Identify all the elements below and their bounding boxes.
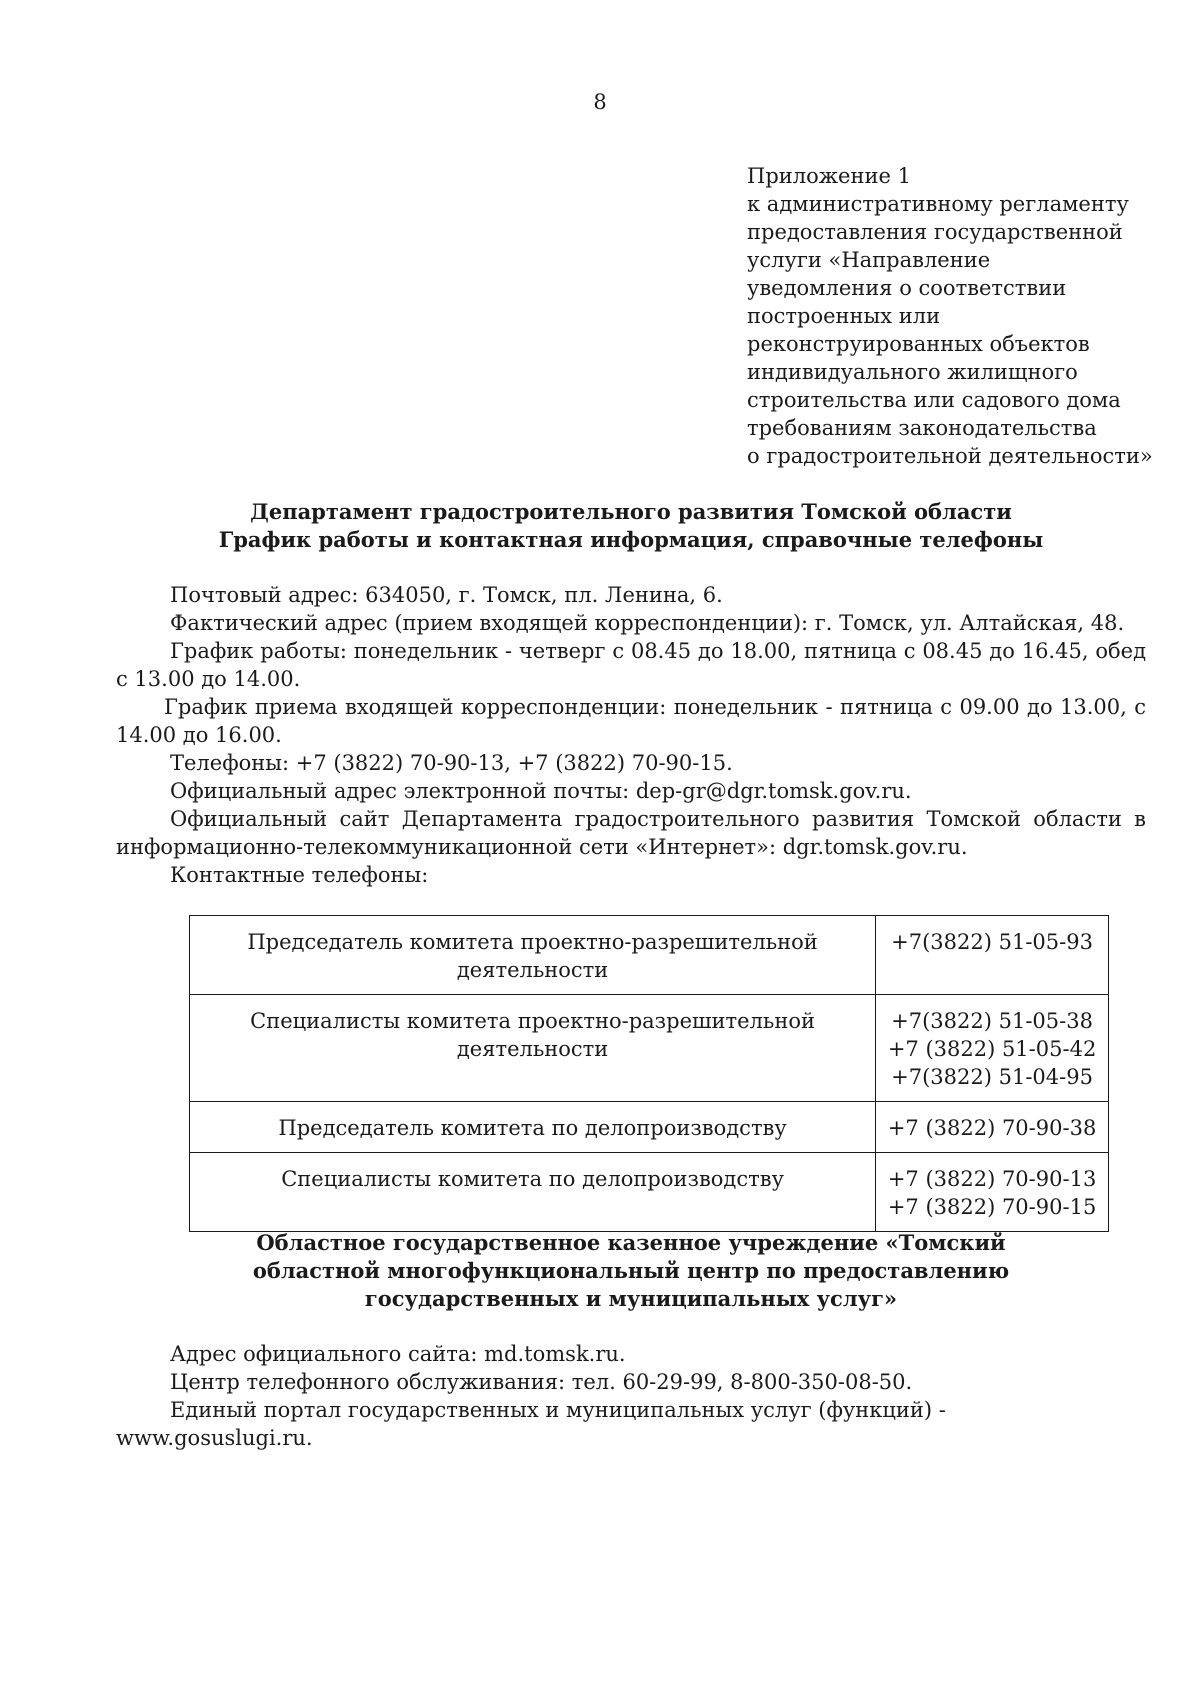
phones-cell: [876, 1102, 1109, 1153]
appendix-line: индивидуального жилищного: [747, 360, 1078, 384]
work-schedule: График работы: понедельник - четверг с 08.45 до 18.00, пятница с 08.45 до 16.45, обед с 13.00 до 14.00.: [116, 639, 1146, 691]
role-cell: Председатель комитета по делопроизводству: [190, 1102, 876, 1153]
correspondence-schedule: График приема входящей корреспонденции: понедельник - пятница с 09.00 до 13.00, с 14.00 до 16.00.: [116, 695, 1146, 747]
appendix-line: предоставления государственной: [747, 220, 1123, 244]
table-row: [190, 916, 1109, 995]
postal-address: Почтовый адрес: 634050, г. Томск, пл. Ленина, 6.: [170, 583, 723, 607]
mfc-heading: [116, 1229, 1146, 1313]
role-cell: Председатель комитета проектно-разрешительной деятельности: [190, 916, 876, 995]
phone-number: +7(3822) 51-04-95: [891, 1065, 1093, 1089]
table-row: [190, 1153, 1109, 1232]
mfc-call-center: Центр телефонного обслуживания: тел. 60-29-99, 8-800-350-08-50.: [170, 1370, 913, 1394]
phone-number: +7 (3822) 70-90-15: [887, 1195, 1097, 1219]
appendix-line: услуги «Направление: [747, 248, 991, 272]
appendix-line: уведомления о соответствии: [747, 276, 1067, 300]
phone-number: +7 (3822) 70-90-13: [887, 1167, 1097, 1191]
website: Официальный сайт Департамента градостроительного развития Томской области в информационно-телекоммуникационной сети «Интернет»: dgr.tomsk.gov.ru.: [116, 807, 1146, 859]
role-cell: Специалисты комитета проектно-разрешительной деятельности: [190, 995, 876, 1102]
phone-number: +7(3822) 51-05-38: [891, 1009, 1093, 1033]
appendix-line: к административному регламенту: [747, 192, 1129, 216]
phones: Телефоны: +7 (3822) 70-90-13, +7 (3822) 70-90-15.: [170, 751, 733, 775]
contacts-table: [189, 915, 1109, 1232]
mfc-title-line: Областное государственное казенное учреждение «Томский: [256, 1230, 1006, 1255]
mfc-title-line: государственных и муниципальных услуг»: [364, 1286, 898, 1311]
appendix-header: [747, 162, 1167, 470]
mfc-title-line: областной многофункциональный центр по предоставлению: [252, 1258, 1010, 1283]
appendix-line: строительства или садового дома: [747, 388, 1121, 412]
role-cell: Специалисты комитета по делопроизводству: [190, 1153, 876, 1232]
department-title: Департамент градостроительного развития Томской области: [250, 499, 1012, 524]
appendix-line: Приложение 1: [747, 164, 911, 188]
phone-number: +7 (3822) 70-90-38: [887, 1116, 1097, 1140]
phones-cell: [876, 995, 1109, 1102]
appendix-line: построенных или: [747, 304, 941, 328]
department-info: [116, 581, 1146, 889]
page-number: 8: [593, 90, 607, 114]
department-subtitle: График работы и контактная информация, справочные телефоны: [218, 527, 1044, 552]
appendix-line: требованиям законодательства: [747, 416, 1097, 440]
phone-number: +7 (3822) 51-05-42: [887, 1037, 1097, 1061]
appendix-line: реконструированных объектов: [747, 332, 1090, 356]
department-heading: [116, 498, 1146, 554]
email: Официальный адрес электронной почты: dep-gr@dgr.tomsk.gov.ru.: [170, 779, 912, 803]
actual-address: Фактический адрес (прием входящей корреспонденции): г. Томск, ул. Алтайская, 48.: [170, 611, 1125, 635]
mfc-portal: Единый портал государственных и муниципальных услуг (функций) - www.gosuslugi.ru.: [116, 1398, 946, 1450]
table-row: [190, 995, 1109, 1102]
mfc-website: Адрес официального сайта: md.tomsk.ru.: [170, 1342, 626, 1366]
phones-cell: [876, 916, 1109, 995]
mfc-info: [116, 1340, 1146, 1452]
contact-phones-label: Контактные телефоны:: [170, 863, 429, 887]
phones-cell: [876, 1153, 1109, 1232]
table-row: [190, 1102, 1109, 1153]
appendix-line: о градостроительной деятельности»: [747, 444, 1153, 468]
phone-number: +7(3822) 51-05-93: [891, 930, 1093, 954]
